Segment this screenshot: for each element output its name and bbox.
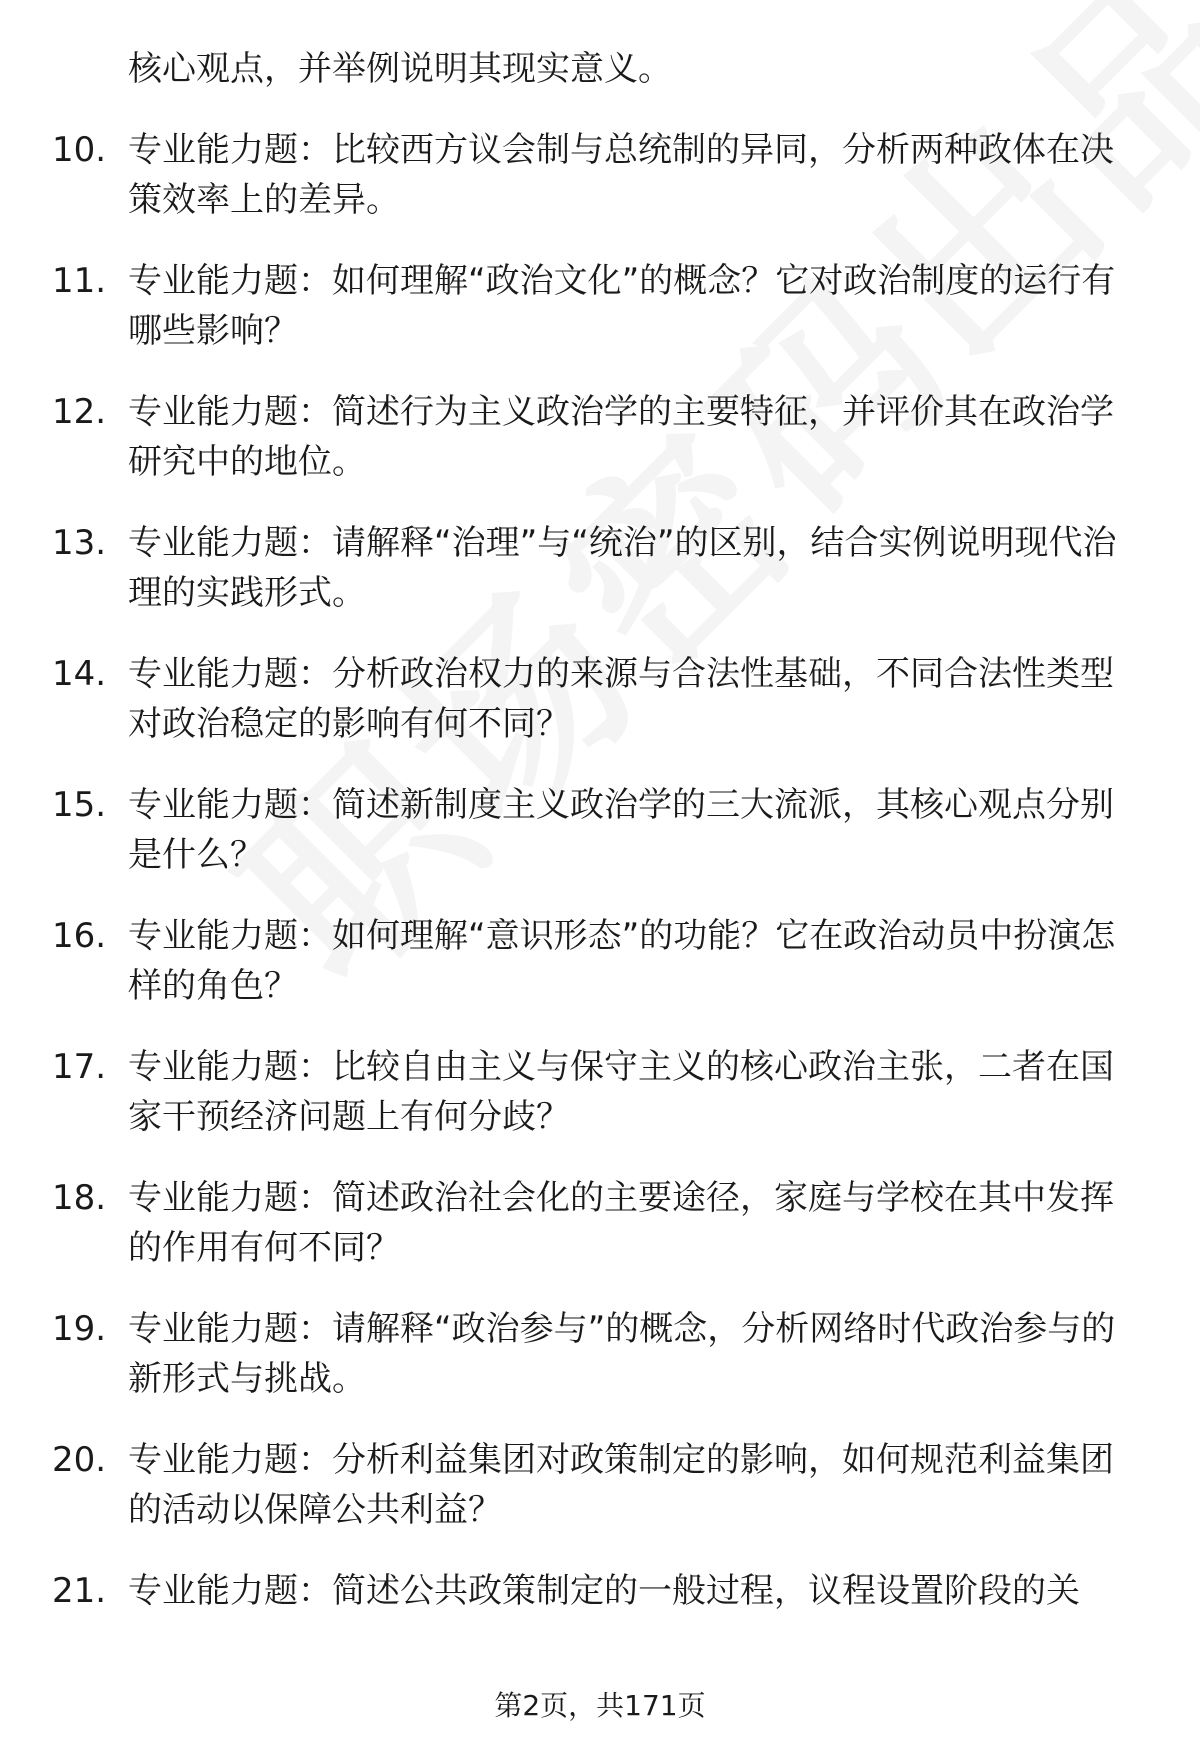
question-number: 14. — [52, 654, 107, 694]
question-item — [0, 1435, 1200, 1535]
question-item — [0, 649, 1200, 749]
question-text: 专业能力题：简述行为主义政治学的主要特征，并评价其在政治学研究中的地位。 — [128, 392, 1114, 482]
question-item — [0, 911, 1200, 1011]
question-text: 专业能力题：如何理解“意识形态”的功能？它在政治动员中扮演怎样的角色？ — [128, 916, 1116, 1006]
question-number: 16. — [52, 916, 107, 956]
question-number: 20. — [52, 1440, 107, 1480]
question-text: 专业能力题：分析政治权力的来源与合法性基础，不同合法性类型对政治稳定的影响有何不同？ — [128, 654, 1114, 744]
question-item — [0, 780, 1200, 880]
question-item — [0, 1173, 1200, 1273]
question-text: 专业能力题：简述政治社会化的主要途径，家庭与学校在其中发挥的作用有何不同？ — [128, 1178, 1114, 1268]
question-text: 专业能力题：比较西方议会制与总统制的异同，分析两种政体在决策效率上的差异。 — [128, 130, 1114, 220]
question-number: 10. — [52, 130, 107, 170]
question-text: 专业能力题：比较自由主义与保守主义的核心政治主张，二者在国家干预经济问题上有何分歧？ — [128, 1047, 1114, 1137]
question-item — [0, 1042, 1200, 1142]
question-number: 12. — [52, 392, 107, 432]
question-list — [0, 125, 1200, 1616]
document-content — [0, 44, 1200, 1647]
question-text: 专业能力题：简述新制度主义政治学的三大流派，其核心观点分别是什么？ — [128, 785, 1114, 875]
question-item — [0, 1566, 1200, 1616]
question-item — [0, 387, 1200, 487]
question-number: 11. — [52, 261, 107, 301]
question-item — [0, 256, 1200, 356]
question-number: 15. — [52, 785, 107, 825]
question-number: 13. — [52, 523, 107, 563]
question-item — [0, 125, 1200, 225]
question-item — [0, 518, 1200, 618]
question-text: 专业能力题：简述公共政策制定的一般过程，议程设置阶段的关 — [128, 1571, 1080, 1611]
page-footer: 第2页，共171页 — [494, 1689, 706, 1722]
continuation-text: 核心观点，并举例说明其现实意义。 — [128, 49, 672, 89]
question-number: 17. — [52, 1047, 107, 1087]
question-text: 专业能力题：请解释“政治参与”的概念，分析网络时代政治参与的新形式与挑战。 — [128, 1309, 1116, 1399]
question-number: 21. — [52, 1571, 107, 1611]
question-text: 专业能力题：请解释“治理”与“统治”的区别，结合实例说明现代治理的实践形式。 — [128, 523, 1117, 613]
question-text: 专业能力题：分析利益集团对政策制定的影响，如何规范利益集团的活动以保障公共利益？ — [128, 1440, 1114, 1530]
question-number: 18. — [52, 1178, 107, 1218]
question-item — [0, 1304, 1200, 1404]
question-number: 19. — [52, 1309, 107, 1349]
question-text: 专业能力题：如何理解“政治文化”的概念？它对政治制度的运行有哪些影响？ — [128, 261, 1116, 351]
